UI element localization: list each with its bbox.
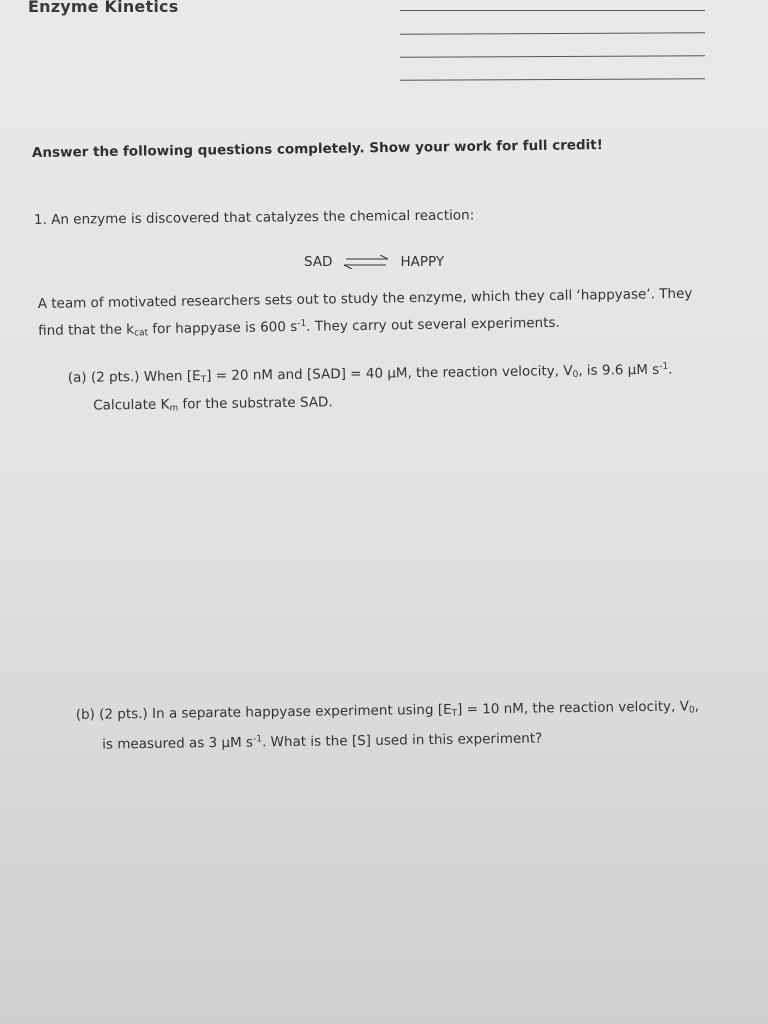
text-run: , xyxy=(694,698,700,715)
text-run: . They carry out several experiments. xyxy=(306,314,560,335)
text-run: (a) (2 pts.) When [E xyxy=(67,368,201,387)
reactant-label: SAD xyxy=(304,254,333,270)
reaction-equation xyxy=(304,254,444,270)
text-run: . xyxy=(668,361,673,378)
equilibrium-arrows-icon xyxy=(340,255,392,269)
exponent: -1 xyxy=(659,361,669,372)
subscript: 0 xyxy=(688,705,695,716)
text-run: for happyase is 600 s xyxy=(147,318,298,338)
text-run: Calculate K xyxy=(93,396,170,414)
name-line xyxy=(400,10,705,11)
kcat-subscript: cat xyxy=(134,328,149,339)
product-label: HAPPY xyxy=(400,254,445,270)
text-run: is measured as 3 µM s xyxy=(102,734,254,753)
paragraph-line: A team of motivated researchers sets out to study the enzyme, which they call ‘happyase’. They xyxy=(37,285,693,313)
subscript: m xyxy=(169,403,179,414)
subscript: T xyxy=(451,708,458,719)
name-line xyxy=(400,32,705,35)
text-run: find that the k xyxy=(38,321,135,339)
exponent: -1 xyxy=(252,734,263,745)
question-part-a xyxy=(68,355,674,422)
instructions: Answer the following questions completely. Show your work for full credit! xyxy=(31,137,603,161)
subscript: T xyxy=(200,375,207,386)
subscript: 0 xyxy=(572,369,579,380)
question-part-b xyxy=(76,695,700,757)
name-line xyxy=(400,78,705,81)
worksheet-title: Enzyme Kinetics xyxy=(28,0,179,16)
exponent: -1 xyxy=(297,318,307,329)
text-run: ] = 10 nM, the reaction velocity, V xyxy=(456,698,690,718)
name-line xyxy=(400,55,705,58)
text-run: . What is the [S] used in this experiment? xyxy=(261,730,543,751)
question-1-paragraph xyxy=(38,281,739,347)
text-run: (b) (2 pts.) In a separate happyase experiment using [E xyxy=(75,701,452,724)
question-1-intro: 1. An enzyme is discovered that catalyzes the chemical reaction: xyxy=(33,207,475,228)
text-run: ] = 20 nM and [SAD] = 40 µM, the reaction velocity, V xyxy=(206,362,573,385)
text-run: , is 9.6 µM s xyxy=(578,361,660,379)
text-run: for the substrate SAD. xyxy=(178,394,333,413)
